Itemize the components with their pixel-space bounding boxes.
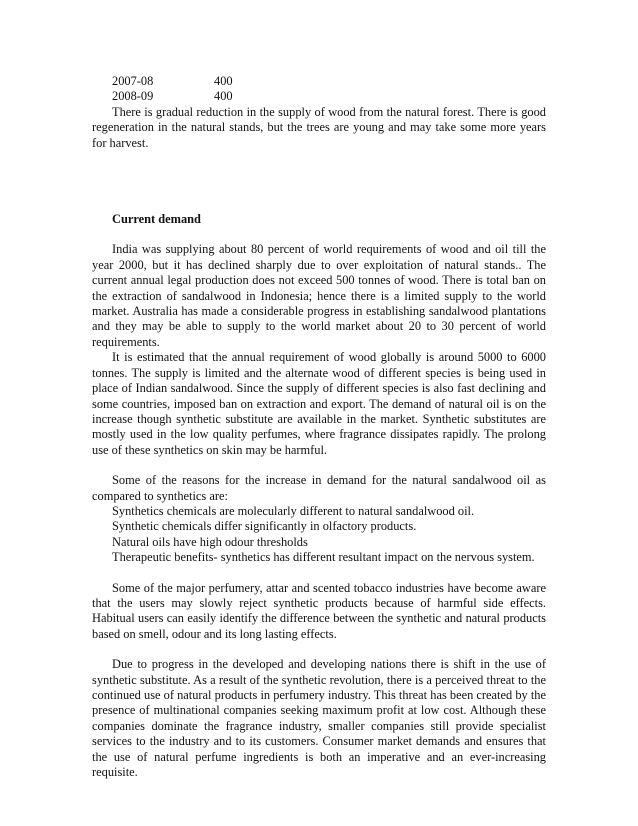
supply-year: 2008-09 <box>112 89 154 104</box>
supply-value: 400 <box>214 74 233 88</box>
supply-row <box>92 89 546 104</box>
reason-item: Synthetics chemicals are molecularly different to natural sandalwood oil. <box>112 503 475 518</box>
supply-row <box>92 74 546 89</box>
section-heading: Current demand <box>112 212 201 227</box>
paragraph: It is estimated that the annual requirement of wood globally is around 5000 to 6000 tonnes. The supply is limited and the alternate wood of different species is being used in place of Indian sandalwood. Since the supply of different species is also fast declining and some countries, imposed ban on extraction and export. The demand of natural oil is on the increase though synthetic substitute are available in the market. Synthetic substitutes are mostly used in the low quality perfumes, where fragrance dissipates rapidly. The prolong use of these synthetics on skin may be harmful. <box>92 350 546 457</box>
reason-item: Natural oils have high odour thresholds <box>112 534 308 549</box>
supply-paragraph: There is gradual reduction in the supply of wood from the natural forest. There is good regeneration in the natural stands, but the trees are young and may take some more years for harvest. <box>92 104 546 150</box>
supply-value: 400 <box>214 89 233 104</box>
paragraph: Due to progress in the developed and developing nations there is shift in the use of synthetic substitute. As a result of the synthetic revolution, there is a perceived threat to the continued use of natural products in perfumery industry. This threat has been created by the presence of multinational companies seeking maximum profit at low cost. Although these companies dominate the fragrance industry, smaller companies still provide specialist services to the industry and to its customers. Consumer market demands and ensures that the use of natural perfume ingredients is both an imperative and an ever-increasing requisite. <box>92 657 546 780</box>
paragraph: Some of the reasons for the increase in demand for the natural sandalwood oil as compared to synthetics are: <box>92 473 546 503</box>
paragraph: Some of the major perfumery, attar and scented tobacco industries have become aware that the users may slowly reject synthetic products because of harmful side effects. Habitual users can easily identify the difference between the synthetic and natural products based on smell, odour and its long lasting effects. <box>92 580 546 641</box>
reason-item: Synthetic chemicals differ significantly in olfactory products. <box>112 519 417 534</box>
paragraph: India was supplying about 80 percent of world requirements of wood and oil till the year 2000, but it has declined sharply due to over exploitation of natural stands.. The current annual legal production does not exceed 500 tonnes of wood. There is total ban on the extraction of sandalwood in Indonesia; hence there is a limited supply to the world market. Australia has made a considerable progress in establishing sandalwood plantations and they may be able to supply to the world market about 20 to 30 percent of world requirements. <box>92 242 546 349</box>
reason-item: Therapeutic benefits- synthetics has different resultant impact on the nervous system. <box>112 550 535 565</box>
supply-year: 2007-08 <box>112 74 154 88</box>
